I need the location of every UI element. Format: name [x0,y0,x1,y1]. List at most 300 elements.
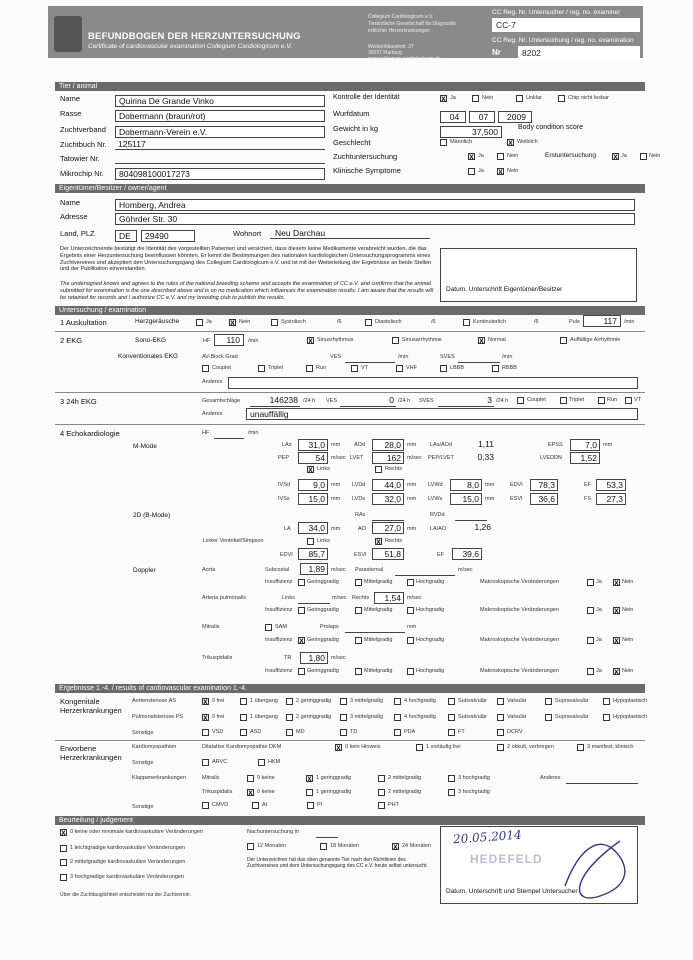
tri-makro-ja-label: Ja [596,668,602,674]
lbbb-label: LBBB [450,365,465,371]
mitral-hoch-checkbox[interactable] [407,637,414,644]
tricuspid-2-checkbox[interactable] [378,789,385,796]
edvi-field[interactable]: 78,3 [530,479,558,491]
as-suprav-checkbox[interactable] [545,698,552,705]
continuous-grade: /6 [534,319,539,325]
as-2-checkbox[interactable] [286,698,293,705]
vt-checkbox[interactable] [351,365,358,372]
sinus-arrhythmia-label: Sinusarrhythmie [402,337,442,343]
ai-checkbox[interactable] [252,802,259,809]
pulm-hoch-checkbox[interactable] [407,607,414,614]
md-checkbox[interactable] [286,729,293,736]
reg-exam-label: CC Reg. Nr. Untersuchung / reg. no. examination [492,37,634,44]
prolaps-underline[interactable] [345,622,405,633]
first-exam-nein-checkbox[interactable] [640,153,647,160]
lvwd-unit: mm [485,482,495,488]
judgement-0-label: 0 keine oder minimale kardiovaskuläre Veränderungen [70,829,203,835]
as-3-checkbox[interactable] [340,698,347,705]
mitral-3-checkbox[interactable] [448,775,455,782]
fs-field[interactable]: 27,3 [596,493,626,505]
konv-ekg-label: Konventionales EKG [118,353,178,360]
as-subv-checkbox[interactable] [448,698,455,705]
pulse-label: Puls [569,319,580,325]
ps-hypo-checkbox[interactable] [603,714,610,721]
wohnort-label: Wohnort [233,229,262,238]
verband-label: Zuchtverband [60,125,106,134]
country-field[interactable]: DE [115,230,137,242]
simpson-left-label: Links [317,538,330,544]
vhf-label: VHF [406,365,417,371]
pulm-gering-label: Geringgradig [307,607,339,613]
birth-month-field[interactable]: 07 [469,111,495,123]
birth-year-field[interactable]: 2009 [498,111,532,123]
pulm-makro-ja-label: Ja [596,607,602,613]
mitral-hoch-label: Hochgradig [416,637,445,643]
hf-field[interactable]: 110 [214,334,244,346]
ekg-label: 2 EKG [60,336,83,345]
mmode-label: M-Mode [133,443,157,450]
ivsd-field[interactable]: 9,0 [298,479,328,491]
tricuspid-3-checkbox[interactable] [448,789,455,796]
pulm-left-underline[interactable] [298,593,330,604]
ai-label: AI [262,802,268,808]
tri-mittel-checkbox[interactable] [355,668,362,675]
edvi2-label: EDVI [280,552,293,558]
tri-makro-label: Makroskopische Veränderungen [480,668,559,674]
recheck-underline[interactable] [316,827,338,838]
identity-nein-checkbox[interactable] [472,95,479,102]
ps-subv-checkbox[interactable] [448,714,455,721]
sves-label: SVES [440,354,455,360]
h24-sves-label: SVES [419,398,434,404]
ausk-label: 1 Auskultation [60,318,107,327]
laao2-value[interactable]: 1,26 [474,522,491,532]
systolic-checkbox[interactable] [271,319,278,326]
ao-makro-ja-label: Ja [596,579,602,585]
recheck-18-label: 18 Monaten [330,843,360,849]
simpson-left-checkbox[interactable] [307,538,314,545]
peplvet-label: PEP/LVET [428,455,454,461]
birth-day-field[interactable]: 04 [440,111,466,123]
ft-label: FT [458,729,465,735]
asd-checkbox[interactable] [240,729,247,736]
aod-label: AOd [354,442,366,448]
aorta-velocity-field[interactable]: 1,89 [300,563,328,575]
as-1-checkbox[interactable] [240,698,247,705]
ekg-other-label: Anderes [202,379,223,385]
mitral-insuff-label: Insuffizienz [265,637,293,643]
lvdd-field[interactable]: 44,0 [372,479,404,491]
kardio-label: Kardiomyopathien [132,744,177,750]
ps-valv-label: Valvulär [507,714,527,720]
ao-label: AO [358,526,366,532]
abnormal-arrhythmia-checkbox[interactable] [560,337,567,344]
symptoms-nein-label: Nein [507,168,519,174]
ivss-field[interactable]: 15,0 [298,493,328,505]
murmur-ja-checkbox[interactable] [196,319,203,326]
reg-examiner-field[interactable]: CC-7 [492,18,640,32]
as-0-checkbox[interactable]: x [203,697,208,706]
dkm-3-label: 3 manifest, klinisch [587,744,634,750]
doppler-tricuspid-label: Trikuspidalis [202,655,233,661]
la-field[interactable]: 34,0 [298,522,328,534]
ps-3-checkbox[interactable] [340,714,347,721]
judgement-2-checkbox[interactable] [60,859,67,866]
tr-velocity-unit: m/sec [331,655,346,661]
ef-label: EF [584,482,592,488]
h24-vt-checkbox[interactable] [625,397,632,404]
doppler-aorta-label: Aorta [202,567,216,573]
sinus-rhythm-label: Sinusrhythmus [317,337,354,343]
h24-triplet-checkbox[interactable] [560,397,567,404]
pep-field[interactable]: 54 [298,452,328,464]
total-unit: /24 h [303,398,316,404]
ft-checkbox[interactable] [448,729,455,736]
org-address: Collegium Cardiologicum e.V. Tierärztliche Gesellschaft für Diagnostik erblicher Herzerkrankungen [368,14,456,34]
sinus-arrhythmia-checkbox[interactable] [392,337,399,344]
klappen-sonstige-label: Sonstige [132,804,154,810]
ef-field[interactable]: 53,3 [596,479,626,491]
murmur-nein-checkbox[interactable]: x [230,318,235,327]
ao-hoch-checkbox[interactable] [407,579,414,586]
city-value[interactable]: Neu Darchau [275,228,326,238]
lvwd-field[interactable]: 8,0 [450,479,482,491]
simpson-right-checkbox[interactable]: x [376,537,381,546]
owner-sign-label: Datum, Unterschrift Eigentümer/Besitzer [446,286,563,293]
pda-checkbox[interactable] [394,729,401,736]
pulm-insuff-label: Insuffizienz [265,607,293,613]
ao-field[interactable]: 27,0 [372,522,404,534]
mitral-gering-checkbox[interactable]: x [299,636,304,645]
dkm-0-label: 0 kein Hinweis [345,744,381,750]
ves-underline[interactable] [345,352,395,363]
owner-name-label: Name [60,198,81,207]
esvi-field[interactable]: 36,6 [530,493,558,505]
breed-field[interactable]: Dobermann (braun/rot) [115,110,325,122]
mmode-right-axis-label: Rechts [385,466,403,472]
sam-checkbox[interactable] [265,624,272,631]
lvds-label: LVDs [352,496,366,502]
mitral-2-checkbox[interactable] [378,775,385,782]
simpson-label: Linker Ventrikel/Simpson [203,538,264,544]
tricuspid-0-label: 0 keine [257,789,275,795]
mmode-left-axis-checkbox[interactable]: x [308,465,313,474]
md-label: MD [296,729,305,735]
tattoo-underline[interactable] [115,153,325,164]
geschlecht-label: Geschlecht [333,138,371,147]
ps-1-checkbox[interactable] [240,714,247,721]
identity-unklar-label: Unklar [526,95,542,101]
total-beats-value[interactable]: 146238 [269,395,298,405]
ao-makro-nein-checkbox[interactable]: x [614,578,619,587]
pulse-field[interactable]: 117 [583,315,621,327]
total-beats-label: Gesamtschläge [202,398,241,404]
ps-subv-label: Subvalvulär [458,714,487,720]
erw-label: Erworbene Herzerkrankungen [60,744,122,762]
recheck-24-label: 24 Monaten [402,843,432,849]
parasternal-underline[interactable] [395,565,455,576]
vsd-checkbox[interactable] [202,729,209,736]
ekg-other-field[interactable] [228,377,638,389]
epss-label: EPSS [548,442,563,448]
judgement-0-checkbox[interactable]: x [61,828,66,837]
as-4-checkbox[interactable] [394,698,401,705]
lvds-field[interactable]: 32,0 [372,493,404,505]
mitral-1-label: 1 geringgradig [316,775,352,781]
echo-hf-underline[interactable] [214,428,244,439]
pulm-mittel-checkbox[interactable] [355,607,362,614]
klappen-other-underline[interactable] [566,773,638,784]
td-checkbox[interactable] [340,729,347,736]
ps-0-checkbox[interactable]: x [203,713,208,722]
pep-unit: m/sec [331,455,346,461]
tri-gering-checkbox[interactable] [298,668,305,675]
lbbb-checkbox[interactable] [440,365,447,372]
ivss-label: IVSs [278,496,290,502]
animal-name-field[interactable]: Quirina De Grande Vinko [115,95,325,107]
lvet-field[interactable]: 162 [372,452,404,464]
owner-address-field[interactable]: Göhrder Str. 30 [115,213,635,225]
as-0-label: 0 frei [212,698,225,704]
las-field[interactable]: 31,0 [298,439,328,451]
ps-suprav-checkbox[interactable] [545,714,552,721]
form-subtitle: Certificate of cardiovascular examination Collegium Cardiologicum e.V. [88,43,292,50]
run-checkbox[interactable] [306,365,313,372]
lvws-field[interactable]: 15,0 [450,493,482,505]
male-label: Männlich [450,139,473,145]
ves-unit: /min [398,354,409,360]
judgement-1-checkbox[interactable] [60,845,67,852]
first-exam-ja-label: Ja [621,153,627,159]
recheck-24-checkbox[interactable]: x [393,842,398,851]
examiner-sign-label: Datum, Unterschrift und Stempel Untersucher [446,888,578,895]
pi-checkbox[interactable] [307,802,314,809]
vhf-checkbox[interactable] [396,365,403,372]
echo-hf-label: HF [202,430,210,436]
ef2-label: EF [437,552,445,558]
pht-label: PHT [388,802,399,808]
identity-nein-label: Nein [482,95,494,101]
as-3-label: 3 mittelgradig [350,698,384,704]
sinus-rhythm-checkbox[interactable]: x [308,336,313,345]
mitral-0-label: 0 keine [257,775,275,781]
owner-declaration-en: The undersigned knows and agrees to the rules of the national breeding scheme and accepts the examination of CC e.V. and confirms that the animal submitted for examination is the one described above and is on no medication which influences the examination results. I am aware that the results will be retained for records and I authorize CC e.V. and my breeding club to publish the results. [60,281,434,301]
bmode-label: 2D (B-Mode) [133,512,171,519]
pulm-gering-checkbox[interactable] [298,607,305,614]
ps-valv-checkbox[interactable] [497,714,504,721]
echo-hf-unit: /min [248,430,259,436]
ef2-field[interactable]: 39,6 [452,548,482,560]
pda-label: PDA [404,729,416,735]
dkm-1-label: 1 vorläufig frei [426,744,461,750]
bcs-label: Body condition score [518,124,583,131]
mitral-1-checkbox[interactable]: x [307,774,312,783]
ao-mittel-label: Mittelgradig [364,579,393,585]
judgement-3-checkbox[interactable] [60,874,67,881]
sves-unit: /min [502,354,513,360]
org-address-2: Weidenhäuserstr. 37 35037 Marburg www.collegium-cardiologicum.de [368,44,441,62]
ao-mittel-checkbox[interactable] [355,579,362,586]
breeding-ja-checkbox[interactable]: x [469,152,474,161]
triplet-checkbox[interactable] [258,365,265,372]
mitral-makro-nein-checkbox[interactable]: x [614,636,619,645]
mitral-0-checkbox[interactable] [247,775,254,782]
tri-gering-label: Geringgradig [307,668,339,674]
hkm-checkbox[interactable] [258,759,265,766]
td-label: TD [350,729,358,735]
h24-sves-value[interactable]: 3 [487,395,492,405]
la-label: LA [284,526,291,532]
lvedn-field[interactable]: 1,52 [570,452,600,464]
as-hypo-checkbox[interactable] [603,698,610,705]
continuous-checkbox[interactable] [463,319,470,326]
tr-velocity-field[interactable]: 1,80 [300,652,328,664]
continuous-label: Kontinuierlich [473,319,507,325]
pi-label: PI [317,802,323,808]
ps-2-checkbox[interactable] [286,714,293,721]
pulm-makro-nein-label: Nein [622,607,634,613]
zuchtu-label: Zuchtuntersuchung [333,152,398,161]
diastolic-checkbox[interactable] [365,319,372,326]
rasse-label: Rasse [60,109,82,118]
murmur-nein-label: Nein [239,319,251,325]
rbbb-checkbox[interactable] [492,365,499,372]
judgement-3-label: 3 hochgradige kardiovaskuläre Veränderungen [70,874,185,880]
dcrv-checkbox[interactable] [497,729,504,736]
breeding-nein-checkbox[interactable] [497,153,504,160]
abnormal-arrhythmia-label: Auffällige Arrhythmie [570,337,621,343]
pht-checkbox[interactable] [378,802,385,809]
male-checkbox[interactable] [440,139,447,146]
sves-underline[interactable] [458,352,500,363]
ras-underline[interactable] [372,510,404,521]
studbook-value[interactable]: 125117 [118,139,146,149]
mmode-short-axis-checkbox[interactable] [375,466,382,473]
mitral-mittel-checkbox[interactable] [355,637,362,644]
pulm-makro-nein-checkbox[interactable]: x [614,606,619,615]
mitral-makro-label: Makroskopische Veränderungen [480,637,559,643]
symptoms-nein-checkbox[interactable]: x [498,167,503,176]
identity-unklar-checkbox[interactable] [516,95,523,102]
subcostal-label: Subcostal [265,567,290,573]
identity-ja-checkbox[interactable]: x [441,94,446,103]
ras-label: RAs [355,512,366,518]
laao-value[interactable]: 1,11 [478,439,494,449]
peplvet-value[interactable]: 0,33 [477,452,494,462]
ps-suprav-label: Supravalvulär [555,714,589,720]
dkm-0-checkbox[interactable]: x [336,743,341,752]
aod-field[interactable]: 28,0 [372,439,404,451]
recheck-12-checkbox[interactable] [247,843,254,850]
h24-couplet-checkbox[interactable] [517,397,524,404]
h24-run-checkbox[interactable] [598,397,605,404]
diastolic-grade: /6 [431,319,436,325]
h24-ves-value[interactable]: 0 [389,395,394,405]
section-owner: Eigentümer/Besitzer / owner/agent [55,184,645,193]
lvdd-unit: mm [407,482,417,488]
examiner-stamp: HEDEFELD [470,852,543,866]
tricuspid-3-label: 3 hochgradig [458,789,490,795]
owner-name-field[interactable]: Homberg, Andrea [115,199,635,211]
judgement-2-label: 2 mittelgradige kardiovaskuläre Veränderungen [70,859,186,865]
mikrochip-label: Mikrochip Nr. [60,169,104,178]
ivsd-unit: mm [331,482,341,488]
epss-field[interactable]: 7,0 [570,439,600,451]
ao-gering-checkbox[interactable] [298,579,305,586]
identity-label: Kontrolle der Identität [333,94,400,101]
symptoms-ja-checkbox[interactable] [468,168,475,175]
h24-ves-unit: /24 h [398,398,411,404]
mitral-gering-label: Geringgradig [307,637,339,643]
weight-field[interactable]: 37,500 [440,126,502,138]
couplet-checkbox[interactable] [202,365,209,372]
mitral-makro-ja-checkbox[interactable] [587,637,594,644]
ivss-unit: mm [331,496,341,502]
aorta-velocity-unit: m/sec [331,567,346,573]
pulm-makro-ja-checkbox[interactable] [587,607,594,614]
arvc-label: ARVC [212,759,228,765]
arvc-checkbox[interactable] [202,759,209,766]
parasternal-label: Parasternal [355,567,384,573]
epss-unit: mm [603,442,613,448]
murmur-ja-label: Ja [206,319,212,325]
couplet-label: Couplet [212,365,231,371]
cmvd-checkbox[interactable] [202,802,209,809]
pulm-left-label: Links [282,595,295,601]
dkm-1-checkbox[interactable] [416,744,423,751]
tricuspid-1-checkbox[interactable] [306,789,313,796]
tri-hoch-checkbox[interactable] [407,668,414,675]
zip-field[interactable]: 29490 [141,230,195,242]
kardio-sonstige-label: Sonstige [132,760,154,766]
female-checkbox[interactable]: x [508,138,513,147]
ps-4-checkbox[interactable] [394,714,401,721]
rvdd-underline[interactable] [455,510,487,521]
lvws-label: LVWs [428,496,443,502]
microchip-field[interactable]: 804098100017273 [115,168,325,180]
recheck-18-checkbox[interactable] [320,843,327,850]
club-field[interactable]: Dobermann-Verein e.V. [115,126,325,138]
tri-hoch-label: Hochgradig [416,668,445,674]
ves-label: VES [330,354,342,360]
ao-makro-label: Makroskopische Veränderungen [480,579,559,585]
h24-other-field[interactable]: unauffällig [246,408,638,420]
tri-makro-nein-checkbox[interactable]: x [614,667,619,676]
edvi2-field[interactable]: 85,7 [298,548,328,560]
as-2-label: 2 geringgradig [296,698,332,704]
vsd-label: VSD [212,729,224,735]
ao-makro-ja-checkbox[interactable] [587,579,594,586]
as-valv-checkbox[interactable] [497,698,504,705]
first-exam-ja-checkbox[interactable]: x [613,152,618,161]
owner-signature-box[interactable] [440,248,637,302]
tricuspid-0-checkbox[interactable]: x [248,788,253,797]
klappen-label: Klappenerkrankungen [132,775,186,781]
chip-unreadable-checkbox[interactable] [558,95,565,102]
dkm-2-checkbox[interactable] [497,744,504,751]
dkm-3-checkbox[interactable] [577,744,584,751]
pulm-hoch-label: Hochgradig [416,607,445,613]
ps-1-label: 1 übergang [250,714,278,720]
klappen-mitral-label: Mitralis [202,775,220,781]
normal-rhythm-checkbox[interactable]: x [479,336,484,345]
triplet-label: Triplet [268,365,284,371]
esvi2-field[interactable]: 51,8 [372,548,404,560]
reg-exam-field[interactable]: 8202 [518,46,640,60]
symptoms-ja-label: Ja [478,168,484,174]
tri-makro-ja-checkbox[interactable] [587,668,594,675]
pulm-velocity-field[interactable]: 1,54 [374,592,404,604]
